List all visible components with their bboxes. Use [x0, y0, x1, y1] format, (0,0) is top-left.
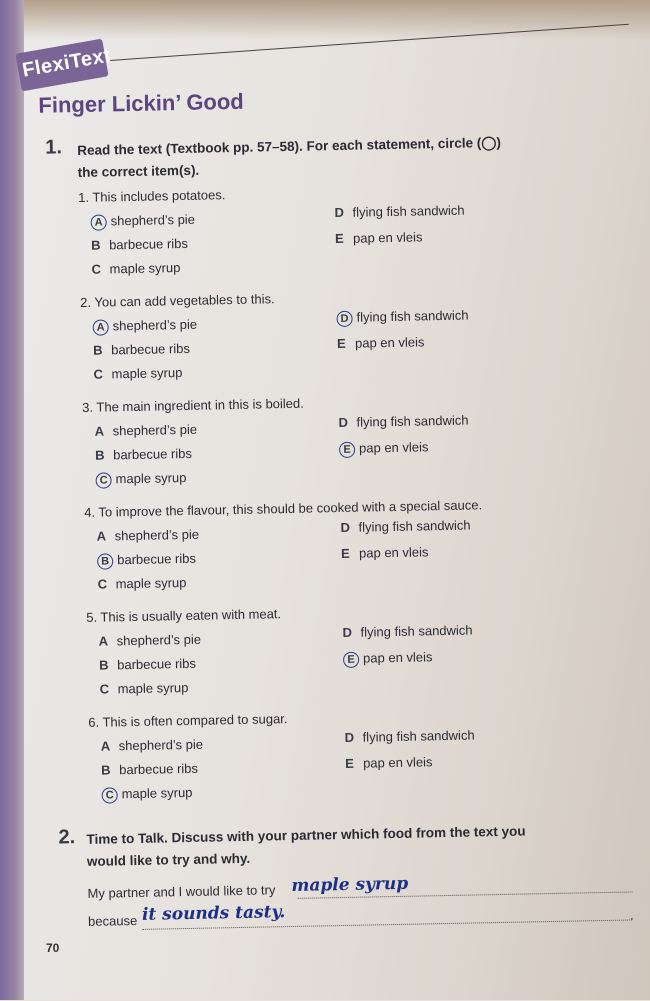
option-label: flying fish sandwich — [360, 622, 473, 640]
answer-line-period: . — [629, 907, 634, 923]
option-4-d[interactable] — [340, 518, 470, 535]
statement-2: 2. You can add vegetables to this. — [80, 291, 275, 310]
option-letter: B — [101, 762, 111, 778]
option-label: maple syrup — [115, 469, 187, 487]
option-1-c[interactable] — [91, 260, 180, 277]
option-2-c[interactable] — [93, 365, 182, 382]
option-label: shepherd’s pie — [116, 631, 202, 649]
option-6-a[interactable] — [101, 737, 204, 754]
option-4-a[interactable] — [97, 527, 200, 544]
option-label: flying fish sandwich — [356, 307, 469, 325]
option-letter: C — [97, 576, 108, 592]
option-3-e[interactable] — [339, 439, 429, 458]
answer-prompt-1: My partner and I would like to try — [87, 882, 276, 901]
option-label: maple syrup — [109, 260, 181, 277]
question-2-line1: Time to Talk. Discuss with your partner which food from the text you — [86, 823, 526, 847]
option-label: barbecue ribs — [108, 235, 189, 253]
circled-letter-mark: A — [93, 319, 109, 335]
circled-letter-mark: C — [102, 787, 118, 803]
option-4-c[interactable] — [97, 575, 186, 592]
page-number: 70 — [46, 941, 60, 955]
option-letter: E — [344, 755, 354, 771]
option-6-e[interactable] — [345, 754, 433, 771]
statement-4: 4. To improve the flavour, this should be cooked with a special sauce. — [84, 497, 483, 520]
option-6-b[interactable] — [101, 761, 198, 778]
option-label: barbecue ribs — [110, 340, 191, 358]
option-5-e[interactable] — [343, 649, 433, 668]
statement-5: 5. This is usually eaten with meat. — [86, 606, 282, 625]
option-label: shepherd’s pie — [114, 526, 200, 544]
option-label: flying fish sandwich — [352, 202, 465, 220]
option-label: shepherd’s pie — [112, 421, 198, 439]
statement-3: 3. The main ingredient in this is boiled. — [82, 395, 304, 415]
option-label: shepherd’s pie — [112, 316, 198, 334]
option-letter: B — [99, 657, 109, 673]
option-3-c[interactable] — [95, 470, 186, 489]
handwritten-answer-1: maple syrup — [291, 873, 409, 897]
option-label: barbecue ribs — [119, 760, 199, 778]
option-letter: D — [338, 414, 349, 431]
option-2-d[interactable] — [336, 308, 468, 328]
option-letter: D — [340, 519, 351, 536]
option-6-c[interactable] — [102, 785, 193, 804]
option-letter: C — [99, 681, 110, 697]
option-letter: B — [90, 237, 101, 253]
option-label: pap en vleis — [358, 544, 429, 561]
option-label: flying fish sandwich — [358, 517, 471, 535]
option-label: maple syrup — [115, 574, 187, 592]
option-2-a[interactable] — [93, 317, 198, 336]
option-label: pap en vleis — [362, 754, 433, 771]
option-letter: B — [94, 447, 105, 463]
option-label: pap en vleis — [354, 334, 425, 351]
statement-1: 1. This includes potatoes. — [78, 187, 226, 205]
question-1-number: 1. — [45, 136, 63, 159]
option-letter: C — [93, 366, 104, 382]
answer-prompt-2: because — [87, 912, 138, 929]
option-label: flying fish sandwich — [356, 412, 469, 430]
question-2-line2: would like to try and why. — [86, 850, 251, 869]
option-label: barbecue ribs — [117, 550, 197, 568]
option-letter: A — [94, 423, 105, 439]
option-1-a[interactable] — [91, 212, 196, 231]
option-5-a[interactable] — [99, 632, 202, 649]
option-3-b[interactable] — [95, 446, 192, 463]
option-label: shepherd’s pie — [118, 736, 204, 754]
option-4-e[interactable] — [341, 544, 429, 561]
option-letter: C — [91, 261, 102, 277]
option-letter: A — [96, 528, 107, 544]
circled-letter-mark: C — [95, 472, 111, 488]
option-5-b[interactable] — [99, 656, 196, 673]
option-letter: E — [334, 230, 344, 247]
question-1-instruction-line2: the correct item(s). — [77, 162, 200, 180]
option-label: maple syrup — [121, 784, 193, 802]
option-4-b[interactable] — [97, 551, 196, 570]
option-label: barbecue ribs — [117, 655, 197, 673]
option-label: barbecue ribs — [112, 445, 193, 463]
option-1-d[interactable] — [334, 203, 464, 220]
circled-letter-mark: E — [343, 652, 359, 668]
handwritten-answer-2: it sounds tasty. — [141, 902, 286, 925]
option-label: pap en vleis — [358, 439, 429, 456]
circled-letter-mark: D — [336, 311, 352, 327]
option-letter: A — [98, 633, 109, 649]
option-2-b[interactable] — [93, 341, 190, 358]
option-letter: D — [342, 624, 353, 640]
option-letter: B — [92, 342, 103, 358]
option-letter: E — [340, 545, 350, 561]
option-label: pap en vleis — [362, 649, 433, 666]
question-2-number: 2. — [58, 826, 76, 849]
flexitext-label: FlexiText — [20, 44, 113, 82]
option-letter: A — [100, 738, 111, 754]
option-3-a[interactable] — [95, 422, 198, 439]
question-1-instruction-line1: Read the text (Textbook pp. 57–58). For each statement, circle (◯) — [77, 134, 502, 158]
option-5-c[interactable] — [99, 680, 188, 697]
option-letter: E — [336, 335, 346, 352]
option-1-e[interactable] — [335, 229, 423, 246]
option-3-d[interactable] — [338, 413, 468, 430]
option-label: maple syrup — [111, 365, 183, 382]
option-letter: D — [344, 729, 355, 745]
option-5-d[interactable] — [342, 622, 472, 639]
option-2-e[interactable] — [337, 334, 425, 351]
statement-6: 6. This is often compared to sugar. — [88, 711, 288, 730]
option-label: maple syrup — [117, 679, 189, 697]
circled-letter-mark: E — [339, 442, 355, 458]
option-label: shepherd’s pie — [110, 211, 196, 229]
option-1-b[interactable] — [91, 236, 188, 253]
circled-letter-mark: B — [97, 553, 113, 569]
page-title: Finger Lickin’ Good — [38, 88, 244, 118]
circled-letter-mark: A — [91, 214, 107, 230]
option-6-d[interactable] — [344, 727, 474, 744]
option-letter: D — [334, 204, 345, 221]
option-label: pap en vleis — [352, 229, 423, 246]
option-label: flying fish sandwich — [362, 727, 475, 745]
